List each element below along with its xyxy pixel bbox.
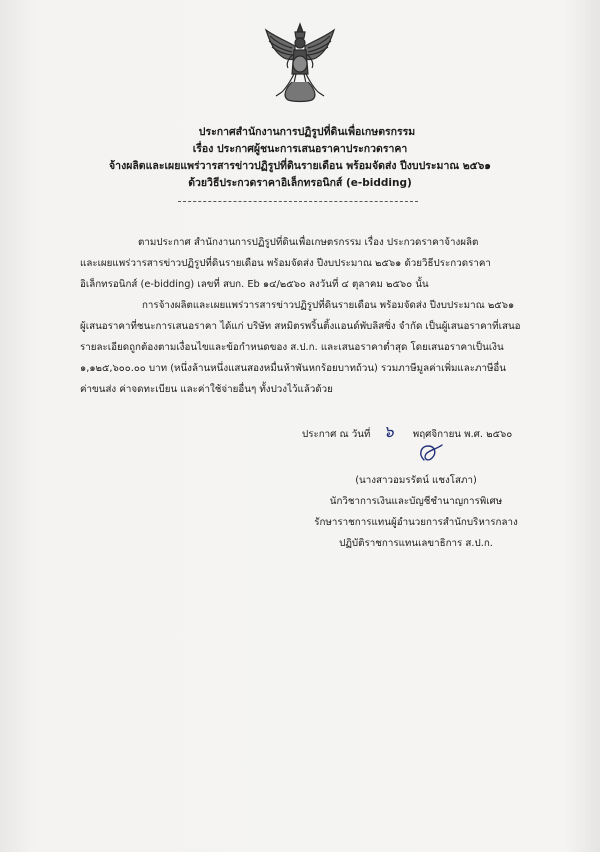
signatory-name: (นางสาวอมรรัตน์ แชงโสภา) — [355, 475, 477, 486]
date-day-handwritten: ๖ — [383, 422, 394, 441]
body-line: ผู้เสนอราคาที่ชนะการเสนอราคา ได้แก่ บริษัท สหมิตรพริ้นติ้งแอนด์พับลิสซิ่ง จำกัด เป็นผู้เสนอราคาที่เสนอ — [80, 321, 521, 332]
signatory-position-2: รักษาราชการแทนผู้อำนวยการสำนักบริหารกลาง — [314, 517, 518, 528]
date-month-year: พฤศจิกายน พ.ศ. ๒๕๖๐ — [412, 429, 513, 440]
announcement-body — [80, 232, 532, 400]
header-line-4: ด้วยวิธีประกวดราคาอิเล็กทรอนิกส์ (e-bidding) — [188, 177, 412, 189]
header-line-2: เรื่อง ประกาศผู้ชนะการเสนอราคาประกวดราคา — [192, 143, 408, 155]
body-line: รายละเอียดถูกต้องตามเงื่อนไขและข้อกำหนดของ ส.ป.ก. และเสนอราคาต่ำสุด โดยเสนอราคาเป็นเงิน — [80, 342, 504, 353]
date-prefix: ประกาศ ณ วันที่ — [302, 429, 371, 440]
handwritten-signature — [415, 440, 445, 466]
announcement-date — [302, 420, 512, 445]
header-divider — [178, 201, 418, 202]
signatory-block — [296, 470, 536, 554]
announcement-header — [0, 124, 600, 192]
body-line: อิเล็กทรอนิกส์ (e-bidding) เลขที่ สบก. Eb ๑๔/๒๕๖๐ ลงวันที่ ๔ ตุลาคม ๒๕๖๐ นั้น — [80, 279, 429, 290]
body-line: การจ้างผลิตและเผยแพร่วารสารข่าวปฏิรูปที่ดินรายเดือน พร้อมจัดส่ง ปีงบประมาณ ๒๕๖๑ — [142, 300, 515, 311]
body-line: ๑,๑๒๕,๖๐๐.๐๐ บาท (หนึ่งล้านหนึ่งแสนสองหมื่นห้าพันหกร้อยบาทถ้วน) รวมภาษีมูลค่าเพิ่มและภาษีอื่น — [80, 363, 506, 374]
garuda-emblem-icon — [262, 22, 338, 104]
header-line-3: จ้างผลิตและเผยแพร่วารสารข่าวปฏิรูปที่ดินรายเดือน พร้อมจัดส่ง ปีงบประมาณ ๒๕๖๑ — [109, 160, 491, 172]
header-line-1: ประกาศสำนักงานการปฏิรูปที่ดินเพื่อเกษตรกรรม — [198, 126, 416, 138]
body-line: ตามประกาศ สำนักงานการปฏิรูปที่ดินเพื่อเกษตรกรรม เรื่อง ประกวดราคาจ้างผลิต — [138, 237, 479, 248]
signatory-position-1: นักวิชาการเงินและบัญชีชำนาญการพิเศษ — [329, 496, 503, 507]
signatory-position-3: ปฏิบัติราชการแทนเลขาธิการ ส.ป.ก. — [339, 538, 493, 549]
body-line: ค่าขนส่ง ค่าจดทะเบียน และค่าใช้จ่ายอื่นๆ ทั้งปวงไว้แล้วด้วย — [80, 384, 333, 395]
body-line: และเผยแพร่วารสารข่าวปฏิรูปที่ดินรายเดือน พร้อมจัดส่ง ปีงบประมาณ ๒๕๖๑ ด้วยวิธีประกวดราคา — [80, 258, 491, 269]
